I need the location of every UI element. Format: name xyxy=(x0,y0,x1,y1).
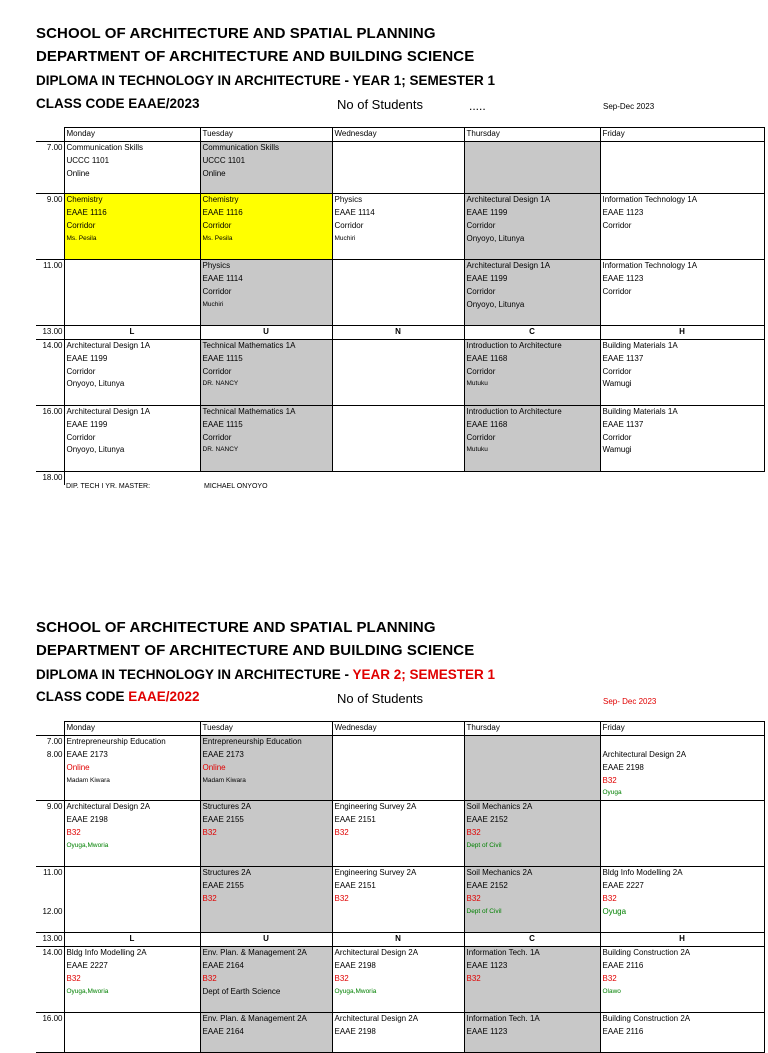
time-label: 7.00 xyxy=(36,141,64,193)
class-cell: Physics EAAE 1114 Corridor Muchiri xyxy=(200,259,332,325)
class-cell: Engineering Survey 2A EAAE 2151 B32 xyxy=(332,801,464,867)
term-label: Sep-Dec 2023 xyxy=(603,102,655,111)
class-cell: Architectural Design 2A EAAE 2198 B32 Oyuga xyxy=(600,735,764,800)
time-label: 11.00 xyxy=(36,259,64,325)
class-code-label: CLASS CODE xyxy=(36,96,129,111)
time-label: 16.00 xyxy=(36,1013,64,1053)
class-cell: Chemistry EAAE 1116 Corridor Ms. Pesila xyxy=(200,193,332,259)
diploma-prefix: DIPLOMA IN TECHNOLOGY IN ARCHITECTURE - xyxy=(36,73,353,88)
empty-cell xyxy=(600,801,764,867)
class-cell: Entrepreneurship Education EAAE 2173 Online Madam Kiwara xyxy=(64,735,200,800)
class-cell: Architectural Design 1A EAAE 1199 Corridor Onyoyo, Litunya xyxy=(464,259,600,325)
day-header: Wednesday xyxy=(332,128,464,142)
lunch-cell: C xyxy=(464,325,600,339)
class-cell: Introduction to Architecture EAAE 1168 Corridor Mutuku xyxy=(464,339,600,405)
class-cell: Env. Plan. & Management 2A EAAE 2164 B32 Dept of Earth Science xyxy=(200,947,332,1013)
corner-cell xyxy=(36,128,64,142)
school-title: SCHOOL OF ARCHITECTURE AND SPATIAL PLANNING xyxy=(36,619,436,636)
diploma-prefix: DIPLOMA IN TECHNOLOGY IN ARCHITECTURE - xyxy=(36,667,353,682)
diploma-title xyxy=(36,73,495,88)
class-cell: Communication Skills UCCC 1101 Online xyxy=(200,141,332,193)
class-cell: Information Tech. 1A EAAE 1123 xyxy=(464,1013,600,1053)
students-label: No of Students xyxy=(337,691,423,706)
lunch-cell: U xyxy=(200,325,332,339)
empty-cell xyxy=(464,735,600,800)
timetable-year2 xyxy=(0,594,768,1037)
lunch-cell: C xyxy=(464,933,600,947)
class-cell: Architectural Design 2A EAAE 2198 xyxy=(332,1013,464,1053)
class-code-label: CLASS CODE xyxy=(36,689,129,704)
time-label: 14.00 xyxy=(36,339,64,405)
day-header: Thursday xyxy=(464,722,600,736)
class-cell: Physics EAAE 1114 Corridor Muchiri xyxy=(332,193,464,259)
lunch-cell: H xyxy=(600,325,764,339)
time-label: 7.00 8.00 xyxy=(36,735,64,800)
empty-cell xyxy=(332,339,464,405)
year-semester: YEAR 2; SEMESTER 1 xyxy=(352,667,496,682)
class-cell: Architectural Design 1A EAAE 1199 Corridor Onyoyo, Litunya xyxy=(64,405,200,471)
class-cell: Bldg Info Modelling 2A EAAE 2227 B32 Oyuga,Mworia xyxy=(64,947,200,1013)
lunch-cell: L xyxy=(64,325,200,339)
class-code-value: EAAE/2023 xyxy=(128,96,200,111)
time-label: 16.00 xyxy=(36,405,64,471)
lunch-cell: H xyxy=(600,933,764,947)
class-cell: Building Materials 1A EAAE 1137 Corridor Wamugi xyxy=(600,339,764,405)
time-label: 9.00 xyxy=(36,193,64,259)
empty-cell xyxy=(332,405,464,471)
class-cell: Introduction to Architecture EAAE 1168 Corridor Mutuku xyxy=(464,405,600,471)
empty-cell xyxy=(64,1013,200,1053)
department-title: DEPARTMENT OF ARCHITECTURE AND BUILDING SCIENCE xyxy=(36,642,475,659)
class-cell: Architectural Design 2A EAAE 2198 B32 Oyuga,Mworia xyxy=(64,801,200,867)
master-name: MICHAEL ONYOYO xyxy=(204,483,268,490)
corner-cell xyxy=(36,722,64,736)
department-title: DEPARTMENT OF ARCHITECTURE AND BUILDING SCIENCE xyxy=(36,48,475,65)
time-label: 18.00 xyxy=(36,471,64,484)
year-semester: YEAR 1; SEMESTER 1 xyxy=(352,73,496,88)
time-label: 14.00 xyxy=(36,947,64,1013)
day-header: Tuesday xyxy=(200,722,332,736)
class-cell: Soil Mechanics 2A EAAE 2152 B32 Dept of Civil xyxy=(464,867,600,933)
class-cell: Entrepreneurship Education EAAE 2173 Online Madam Kiwara xyxy=(200,735,332,800)
class-cell: Architectural Design 1A EAAE 1199 Corridor Onyoyo, Litunya xyxy=(64,339,200,405)
students-value: ..... xyxy=(469,99,486,113)
day-header: Wednesday xyxy=(332,722,464,736)
students-label: No of Students xyxy=(337,97,423,112)
class-cell: Architectural Design 1A EAAE 1199 Corridor Onyoyo, Litunya xyxy=(464,193,600,259)
class-cell: Chemistry EAAE 1116 Corridor Ms. Pesila xyxy=(64,193,200,259)
class-cell: Information Tech. 1A EAAE 1123 B32 xyxy=(464,947,600,1013)
time-label: 11.00 12.00 xyxy=(36,867,64,933)
class-cell: Bldg Info Modelling 2A EAAE 2227 B32 Oyuga xyxy=(600,867,764,933)
class-cell: Building Materials 1A EAAE 1137 Corridor Wamugi xyxy=(600,405,764,471)
class-cell: Soil Mechanics 2A EAAE 2152 B32 Dept of Civil xyxy=(464,801,600,867)
empty-cell xyxy=(332,141,464,193)
class-cell: Information Technology 1A EAAE 1123 Corridor xyxy=(600,259,764,325)
time-label: 13.00 xyxy=(36,325,64,339)
day-header: Monday xyxy=(64,128,200,142)
day-header: Friday xyxy=(600,128,764,142)
day-header: Tuesday xyxy=(200,128,332,142)
class-cell: Engineering Survey 2A EAAE 2151 B32 xyxy=(332,867,464,933)
class-code xyxy=(36,689,200,704)
day-header: Thursday xyxy=(464,128,600,142)
class-cell: Communication Skills UCCC 1101 Online xyxy=(64,141,200,193)
master-label: DIP. TECH I YR. MASTER: xyxy=(66,483,151,490)
class-cell: Information Technology 1A EAAE 1123 Corridor xyxy=(600,193,764,259)
day-header: Monday xyxy=(64,722,200,736)
time-label: 13.00 xyxy=(36,933,64,947)
term-label: Sep- Dec 2023 xyxy=(603,697,657,706)
empty-cell xyxy=(332,735,464,800)
class-cell: Technical Mathematics 1A EAAE 1115 Corridor DR. NANCY xyxy=(200,405,332,471)
diploma-title xyxy=(36,667,495,682)
class-cell: Technical Mathematics 1A EAAE 1115 Corridor DR. NANCY xyxy=(200,339,332,405)
class-code-value: EAAE/2022 xyxy=(128,689,200,704)
timetable-grid xyxy=(36,721,765,1053)
empty-cell xyxy=(64,259,200,325)
class-cell: Building Construction 2A EAAE 2116 xyxy=(600,1013,764,1053)
lunch-cell: N xyxy=(332,325,464,339)
class-cell: Structures 2A EAAE 2155 B32 xyxy=(200,867,332,933)
empty-cell xyxy=(464,141,600,193)
empty-cell xyxy=(600,141,764,193)
class-cell: Structures 2A EAAE 2155 B32 xyxy=(200,801,332,867)
school-title: SCHOOL OF ARCHITECTURE AND SPATIAL PLANNING xyxy=(36,25,436,42)
empty-cell xyxy=(332,259,464,325)
class-cell: Env. Plan. & Management 2A EAAE 2164 xyxy=(200,1013,332,1053)
time-label: 9.00 xyxy=(36,801,64,867)
lunch-cell: N xyxy=(332,933,464,947)
lunch-cell: U xyxy=(200,933,332,947)
empty-cell xyxy=(64,867,200,933)
blank-row xyxy=(64,471,764,484)
class-cell: Building Construction 2A EAAE 2116 B32 Olawo xyxy=(600,947,764,1013)
timetable-year1 xyxy=(0,0,768,500)
day-header: Friday xyxy=(600,722,764,736)
class-code xyxy=(36,96,200,111)
timetable-grid xyxy=(36,127,765,485)
lunch-cell: L xyxy=(64,933,200,947)
class-cell: Architectural Design 2A EAAE 2198 B32 Oyuga,Mworia xyxy=(332,947,464,1013)
